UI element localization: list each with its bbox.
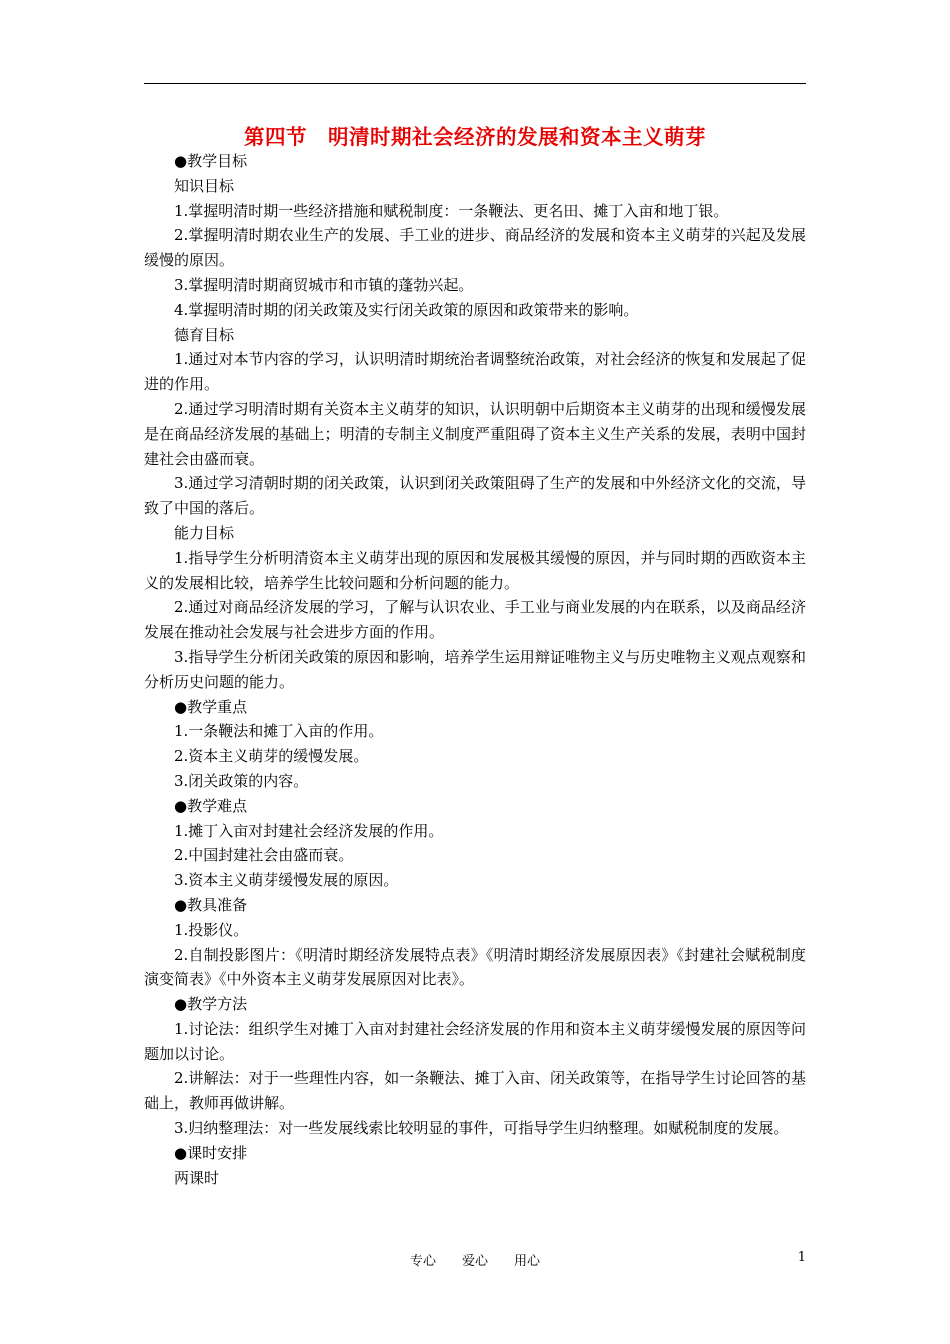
paragraph: 4.掌握明清时期的闭关政策及实行闭关政策的原因和政策带来的影响。 <box>174 300 639 319</box>
heading-teaching-methods: ●教学方法 <box>174 995 248 1014</box>
paragraph: 3.资本主义萌芽缓慢发展的原因。 <box>174 871 399 890</box>
paragraph: 两课时 <box>174 1168 220 1187</box>
paragraph: 3.通过学习清朝时期的闭关政策，认识到闭关政策阻碍了生产的发展和中外经济文化的交流，导致了中国的落后。 <box>144 474 806 518</box>
heading-difficult-points: ●教学难点 <box>174 796 248 815</box>
paragraph: 1.指导学生分析明清资本主义萌芽出现的原因和发展极其缓慢的原因，并与同时期的西欧资本主义的发展相比较，培养学生比较问题和分析问题的能力。 <box>144 548 806 592</box>
subheading-knowledge-goals: 知识目标 <box>174 176 235 195</box>
paragraph: 2.自制投影图片：《明清时期经济发展特点表》《明清时期经济发展原因表》《封建社会赋税制度演变简表》《中外资本主义萌芽发展原因对比表》。 <box>144 945 806 989</box>
paragraph: 2.掌握明清时期农业生产的发展、手工业的进步、商品经济的发展和资本主义萌芽的兴起及发展缓慢的原因。 <box>144 226 806 270</box>
footer-motto: 专心 爱心 用心 <box>409 1254 540 1269</box>
paragraph: 1.摊丁入亩对封建社会经济发展的作用。 <box>174 821 444 840</box>
paragraph: 3.闭关政策的内容。 <box>174 771 309 790</box>
paragraph: 1.一条鞭法和摊丁入亩的作用。 <box>174 722 384 741</box>
paragraph: 2.讲解法：对于一些理性内容，如一条鞭法、摊丁入亩、闭关政策等，在指导学生讨论回答的基础上，教师再做讲解。 <box>144 1069 806 1113</box>
subheading-ability-goals: 能力目标 <box>174 523 235 542</box>
paragraph: 2.通过学习明清时期有关资本主义萌芽的知识，认识明朝中后期资本主义萌芽的出现和缓慢发展是在商品经济发展的基础上；明清的专制主义制度严重阻碍了资本主义生产关系的发展，表明中国封建社会由盛而衰。 <box>144 399 806 468</box>
paragraph: 3.掌握明清时期商贸城市和市镇的蓬勃兴起。 <box>174 275 474 294</box>
paragraph: 2.通过对商品经济发展的学习，了解与认识农业、手工业与商业发展的内在联系，以及商品经济发展在推动社会发展与社会进步方面的作用。 <box>144 598 806 642</box>
paragraph: 3.指导学生分析闭关政策的原因和影响，培养学生运用辩证唯物主义与历史唯物主义观点观察和分析历史问题的能力。 <box>144 647 806 691</box>
heading-class-schedule: ●课时安排 <box>174 1143 248 1162</box>
heading-teaching-aids: ●教具准备 <box>174 895 248 914</box>
paragraph: 1.通过对本节内容的学习，认识明清时期统治者调整统治政策，对社会经济的恢复和发展起了促进的作用。 <box>144 350 806 394</box>
document-body <box>144 149 806 1190</box>
paragraph: 1.投影仪。 <box>174 920 249 939</box>
heading-teaching-goals: ●教学目标 <box>174 152 248 170</box>
paragraph: 1.掌握明清时期一些经济措施和赋税制度：一条鞭法、更名田、摊丁入亩和地丁银。 <box>174 201 729 220</box>
paragraph: 2.资本主义萌芽的缓慢发展。 <box>174 747 369 766</box>
page-number: 1 <box>797 1250 806 1265</box>
paragraph: 3.归纳整理法：对一些发展线索比较明显的事件，可指导学生归纳整理。如赋税制度的发展。 <box>174 1119 789 1138</box>
section-title: 第四节 明清时期社会经济的发展和资本主义萌芽 <box>244 125 706 149</box>
heading-key-points: ●教学重点 <box>174 697 248 716</box>
header-rule <box>144 83 806 84</box>
paragraph: 2.中国封建社会由盛而衰。 <box>174 846 354 865</box>
subheading-moral-goals: 德育目标 <box>174 325 235 344</box>
paragraph: 1.讨论法：组织学生对摊丁入亩对封建社会经济发展的作用和资本主义萌芽缓慢发展的原因等问题加以讨论。 <box>144 1019 806 1063</box>
